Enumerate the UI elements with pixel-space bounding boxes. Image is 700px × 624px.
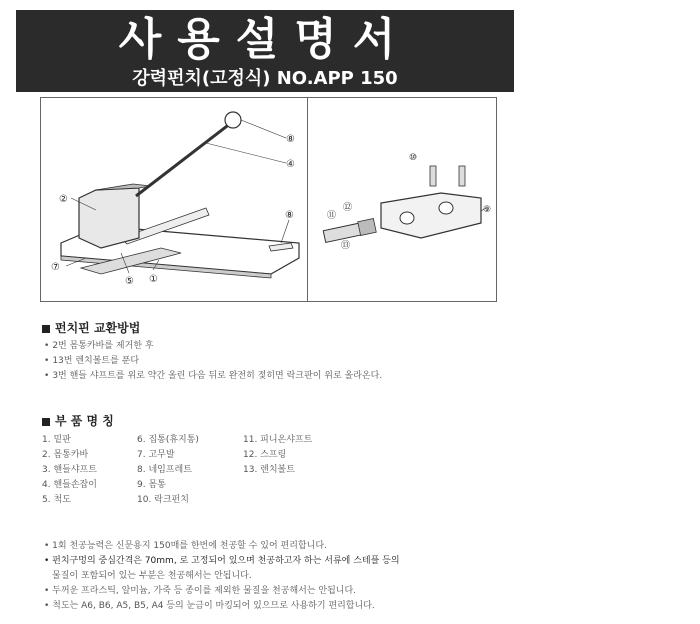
part-item: 11. 피니온샤프트 [243,435,313,445]
part-item: 10. 락크펀치 [137,495,189,505]
note-2-cont: 물질이 포함되어 있는 부분은 천공해서는 안됩니다. [52,571,252,581]
callout-3: ④ [286,159,295,170]
callout-13: ⑬ [341,241,351,251]
parts-list [42,432,462,507]
square-bullet-icon [42,325,50,333]
body-cover [79,188,139,248]
part-item: 3. 핸들샤프트 [42,465,97,475]
exchange-step-1: • 2번 몸통카바를 제거한 후 [44,341,154,351]
handle-knob [225,112,241,128]
parts-row [42,477,462,492]
product-diagram [40,97,497,302]
exchange-step-3: • 3번 핸들 샤프트를 위로 약간 올린 다음 뒤로 완전히 젖히면 락크판이 위로 올라온다. [44,371,383,381]
callout-2: ② [59,194,68,205]
manual-header [16,10,514,92]
part-item: 7. 고무발 [137,450,175,460]
parts-heading: 부 품 명 칭 [42,412,114,429]
callout-4: ⑧ [286,134,295,145]
parts-row [42,462,462,477]
note-3: • 두꺼운 프라스틱, 알미늄, 가죽 등 종이를 제외한 물질을 천공해서는 안됩니다. [44,586,357,596]
exchange-step-2: • 13번 렌치볼트를 푼다 [44,356,140,366]
callout-9: ⑨ [483,205,492,215]
punch-illustration [41,98,496,301]
callout-5: ⑤ [125,276,134,287]
callout-10: ⑩ [409,153,418,163]
parts-row [42,432,462,447]
note-4: • 척도는 A6, B6, A5, B5, A4 등의 눈금이 마킹되어 있으므로 사용하기 편리합니다. [44,601,375,611]
square-bullet-icon [42,418,50,426]
manual-subtitle: 강력펀치(고정식) NO.APP 150 [132,68,398,89]
exchange-heading: 펀치핀 교환방법 [42,319,140,336]
callout-8: ⑧ [285,210,294,221]
part-item: 8. 네임프레트 [137,465,192,475]
part-item: 4. 핸들손잡이 [42,480,97,490]
part-item: 9. 몸통 [137,480,166,490]
callout-1: ① [149,274,158,285]
parts-row [42,447,462,462]
part-item: 13. 렌치볼트 [243,465,295,475]
body-block [381,193,481,238]
part-item: 2. 몸통카바 [42,450,89,460]
part-item: 6. 집통(휴지통) [137,435,199,445]
handle-shaft [136,123,231,196]
parts-row [42,492,462,507]
part-item: 1. 밑판 [42,435,71,445]
punch-pin-b [459,166,465,186]
callout-12: ⑫ [343,203,353,213]
manual-title: 사용설명서 [118,14,412,65]
note-2: • 펀치구멍의 중심간격은 70mm, 로 고정되어 있으며 천공하고자 하는 서류에 스테플 등의 [44,556,400,566]
note-1: • 1회 천공능력은 신문용지 150매를 한번에 천공할 수 있어 편리합니다. [44,541,327,551]
part-item: 5. 척도 [42,495,71,505]
part-item: 12. 스프링 [243,450,287,460]
punch-pin-a [430,166,436,186]
callout-11: ⑪ [327,211,337,221]
callout-7: ⑦ [51,262,60,273]
